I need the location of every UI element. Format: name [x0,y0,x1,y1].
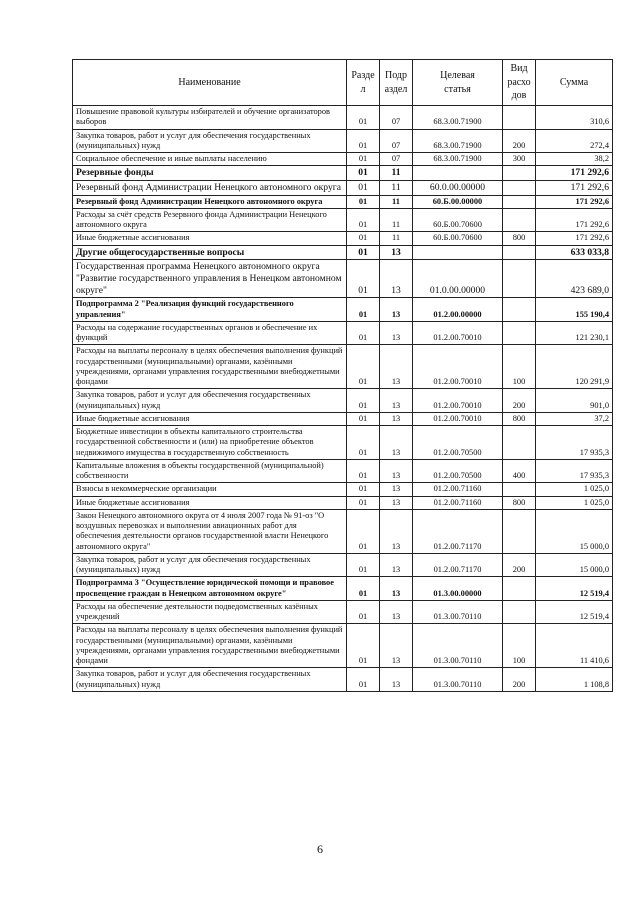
cell-subsection: 13 [380,553,413,577]
cell-name: Иные бюджетные ассигнования [73,496,347,509]
cell-subsection: 13 [380,426,413,460]
budget-table [72,59,613,692]
cell-sum: 171 292,6 [536,195,613,208]
cell-sum: 38,2 [536,153,613,166]
table-row [73,345,613,389]
cell-expense-type [503,577,536,601]
table-row [73,106,613,130]
cell-name: Иные бюджетные ассигнования [73,232,347,245]
table-row [73,668,613,692]
cell-expense-type: 200 [503,389,536,413]
cell-target-article: 68.3.00.71900 [413,129,503,153]
cell-section: 01 [347,600,380,624]
cell-sum: 901,0 [536,389,613,413]
cell-subsection: 13 [380,600,413,624]
cell-section: 01 [347,153,380,166]
cell-sum: 423 689,0 [536,260,613,298]
cell-subsection: 13 [380,459,413,483]
cell-target-article [413,245,503,260]
cell-sum: 17 935,3 [536,459,613,483]
cell-subsection: 13 [380,298,413,322]
cell-expense-type [503,483,536,496]
cell-expense-type [503,321,536,345]
table-row [73,153,613,166]
cell-sum: 310,6 [536,106,613,130]
cell-expense-type: 200 [503,553,536,577]
cell-expense-type [503,426,536,460]
cell-section: 01 [347,195,380,208]
header-expense-type: Вид расхо дов [503,60,536,106]
cell-name: Иные бюджетные ассигнования [73,412,347,425]
cell-section: 01 [347,345,380,389]
table-row [73,600,613,624]
cell-subsection: 13 [380,389,413,413]
cell-sum: 155 190,4 [536,298,613,322]
cell-target-article: 01.2.00.70010 [413,389,503,413]
table-row [73,232,613,245]
cell-subsection: 13 [380,321,413,345]
cell-sum: 37,2 [536,412,613,425]
cell-name: Резервный фонд Администрации Ненецкого автономного округа [73,180,347,195]
cell-target-article: 01.3.00.70110 [413,600,503,624]
cell-target-article: 01.2.00.71170 [413,553,503,577]
cell-sum: 15 000,0 [536,509,613,553]
cell-expense-type [503,298,536,322]
table-row [73,208,613,232]
cell-name: Резервные фонды [73,166,347,181]
cell-target-article: 01.3.00.70110 [413,668,503,692]
cell-sum: 1 025,0 [536,483,613,496]
cell-target-article: 68.3.00.71900 [413,153,503,166]
table-row [73,389,613,413]
cell-sum: 171 292,6 [536,180,613,195]
cell-section: 01 [347,509,380,553]
table-row [73,624,613,668]
cell-expense-type: 300 [503,153,536,166]
cell-sum: 171 292,6 [536,232,613,245]
cell-section: 01 [347,459,380,483]
cell-section: 01 [347,496,380,509]
cell-subsection: 11 [380,180,413,195]
cell-expense-type [503,509,536,553]
cell-expense-type [503,166,536,181]
table-row [73,496,613,509]
header-name: Наименование [73,60,347,106]
cell-target-article: 01.2.00.00000 [413,298,503,322]
table-row [73,129,613,153]
cell-section: 01 [347,426,380,460]
cell-section: 01 [347,389,380,413]
cell-section: 01 [347,577,380,601]
cell-name: Закупка товаров, работ и услуг для обеспечения государственных (муниципальных) нужд [73,389,347,413]
cell-expense-type: 100 [503,345,536,389]
cell-sum: 633 033,8 [536,245,613,260]
cell-section: 01 [347,668,380,692]
cell-subsection: 13 [380,245,413,260]
cell-subsection: 07 [380,106,413,130]
cell-sum: 171 292,6 [536,166,613,181]
cell-subsection: 13 [380,577,413,601]
cell-name: Взносы в некоммерческие организации [73,483,347,496]
cell-target-article: 60.Б.00.70600 [413,232,503,245]
cell-name: Расходы на выплаты персоналу в целях обеспечения выполнения функций государственными (муниципальными) органами, казёнными учреждениями, органами управления государственными внебюджетными фондами [73,345,347,389]
cell-subsection: 11 [380,195,413,208]
cell-section: 01 [347,129,380,153]
table-row [73,483,613,496]
cell-subsection: 13 [380,668,413,692]
cell-expense-type: 800 [503,412,536,425]
cell-target-article: 01.2.00.70010 [413,345,503,389]
cell-name: Закупка товаров, работ и услуг для обеспечения государственных (муниципальных) нужд [73,129,347,153]
cell-expense-type [503,195,536,208]
cell-target-article: 01.0.00.00000 [413,260,503,298]
cell-name: Расходы на выплаты персоналу в целях обеспечения выполнения функций государственными (муниципальными) органами, казёнными учреждениями, органами управления государственными внебюджетными фондами [73,624,347,668]
cell-expense-type [503,208,536,232]
cell-target-article: 01.3.00.70110 [413,624,503,668]
cell-subsection: 11 [380,208,413,232]
cell-sum: 1 108,8 [536,668,613,692]
cell-section: 01 [347,624,380,668]
cell-name: Закон Ненецкого автономного округа от 4 июля 2007 года № 91-оз "О воздушных перевозках и выполнении авиационных работ для обеспечения деятельности органов государственной власти Ненецкого автономного округа" [73,509,347,553]
cell-section: 01 [347,208,380,232]
cell-subsection: 07 [380,153,413,166]
cell-name: Подпрограмма 2 "Реализация функций государственного управления" [73,298,347,322]
cell-expense-type [503,245,536,260]
cell-sum: 171 292,6 [536,208,613,232]
cell-section: 01 [347,260,380,298]
cell-name: Резервный фонд Администрации Ненецкого автономного округа [73,195,347,208]
cell-section: 01 [347,321,380,345]
cell-target-article: 01.2.00.70010 [413,412,503,425]
cell-expense-type [503,600,536,624]
header-target-article: Целевая статья [413,60,503,106]
table-row [73,195,613,208]
table-row [73,166,613,181]
cell-name: Другие общегосударственные вопросы [73,245,347,260]
cell-name: Расходы на обеспечение деятельности подведомственных казённых учреждений [73,600,347,624]
table-header-row [73,60,613,106]
cell-section: 01 [347,553,380,577]
cell-sum: 272,4 [536,129,613,153]
cell-sum: 17 935,3 [536,426,613,460]
cell-section: 01 [347,298,380,322]
cell-subsection: 07 [380,129,413,153]
cell-expense-type: 200 [503,129,536,153]
cell-name: Расходы за счёт средств Резервного фонда Администрации Ненецкого автономного округа [73,208,347,232]
cell-section: 01 [347,412,380,425]
cell-target-article: 01.2.00.70500 [413,459,503,483]
cell-name: Социальное обеспечение и иные выплаты населению [73,153,347,166]
cell-expense-type [503,260,536,298]
header-sum: Сумма [536,60,613,106]
cell-target-article: 01.2.00.70010 [413,321,503,345]
cell-section: 01 [347,232,380,245]
cell-expense-type: 400 [503,459,536,483]
header-subsection: Подр аздел [380,60,413,106]
cell-subsection: 13 [380,260,413,298]
table-row [73,180,613,195]
cell-subsection: 13 [380,412,413,425]
cell-section: 01 [347,245,380,260]
cell-expense-type: 800 [503,232,536,245]
cell-sum: 12 519,4 [536,600,613,624]
table-row [73,509,613,553]
cell-target-article [413,166,503,181]
cell-name: Закупка товаров, работ и услуг для обеспечения государственных (муниципальных) нужд [73,553,347,577]
cell-expense-type [503,106,536,130]
table-row [73,426,613,460]
cell-expense-type: 800 [503,496,536,509]
cell-subsection: 11 [380,166,413,181]
cell-sum: 121 230,1 [536,321,613,345]
cell-section: 01 [347,180,380,195]
table-row [73,553,613,577]
cell-section: 01 [347,483,380,496]
cell-target-article: 68.3.00.71900 [413,106,503,130]
table-row [73,412,613,425]
cell-section: 01 [347,106,380,130]
cell-target-article: 60.0.00.00000 [413,180,503,195]
page-number: 6 [317,842,323,856]
cell-name: Подпрограмма 3 "Осуществление юридической помощи и правовое просвещение граждан в Ненецком автономном округе" [73,577,347,601]
cell-expense-type: 100 [503,624,536,668]
header-section: Разде л [347,60,380,106]
cell-name: Закупка товаров, работ и услуг для обеспечения государственных (муниципальных) нужд [73,668,347,692]
cell-name: Капитальные вложения в объекты государственной (муниципальной) собственности [73,459,347,483]
cell-subsection: 13 [380,496,413,509]
cell-expense-type: 200 [503,668,536,692]
cell-target-article: 60.Б.00.70600 [413,208,503,232]
cell-sum: 1 025,0 [536,496,613,509]
cell-section: 01 [347,166,380,181]
cell-subsection: 13 [380,624,413,668]
cell-subsection: 13 [380,483,413,496]
cell-subsection: 13 [380,509,413,553]
cell-target-article: 60.Б.00.00000 [413,195,503,208]
cell-name: Расходы на содержание государственных органов и обеспечение их функций [73,321,347,345]
cell-sum: 15 000,0 [536,553,613,577]
cell-expense-type [503,180,536,195]
cell-target-article: 01.2.00.71160 [413,483,503,496]
cell-name: Бюджетные инвестиции в объекты капитального строительства государственной собственности и (или) на приобретение объектов недвижимого имущества в государственную собственность [73,426,347,460]
cell-subsection: 11 [380,232,413,245]
cell-sum: 120 291,9 [536,345,613,389]
table-row [73,321,613,345]
cell-name: Государственная программа Ненецкого автономного округа "Развитие государственного управления в Ненецком автономном округе" [73,260,347,298]
cell-subsection: 13 [380,345,413,389]
table-row [73,245,613,260]
cell-target-article: 01.2.00.70500 [413,426,503,460]
table-row [73,459,613,483]
cell-name: Повышение правовой культуры избирателей и обучение организаторов выборов [73,106,347,130]
cell-sum: 11 410,6 [536,624,613,668]
table-row [73,260,613,298]
cell-target-article: 01.3.00.00000 [413,577,503,601]
table-row [73,298,613,322]
cell-sum: 12 519,4 [536,577,613,601]
cell-target-article: 01.2.00.71170 [413,509,503,553]
table-row [73,577,613,601]
cell-target-article: 01.2.00.71160 [413,496,503,509]
